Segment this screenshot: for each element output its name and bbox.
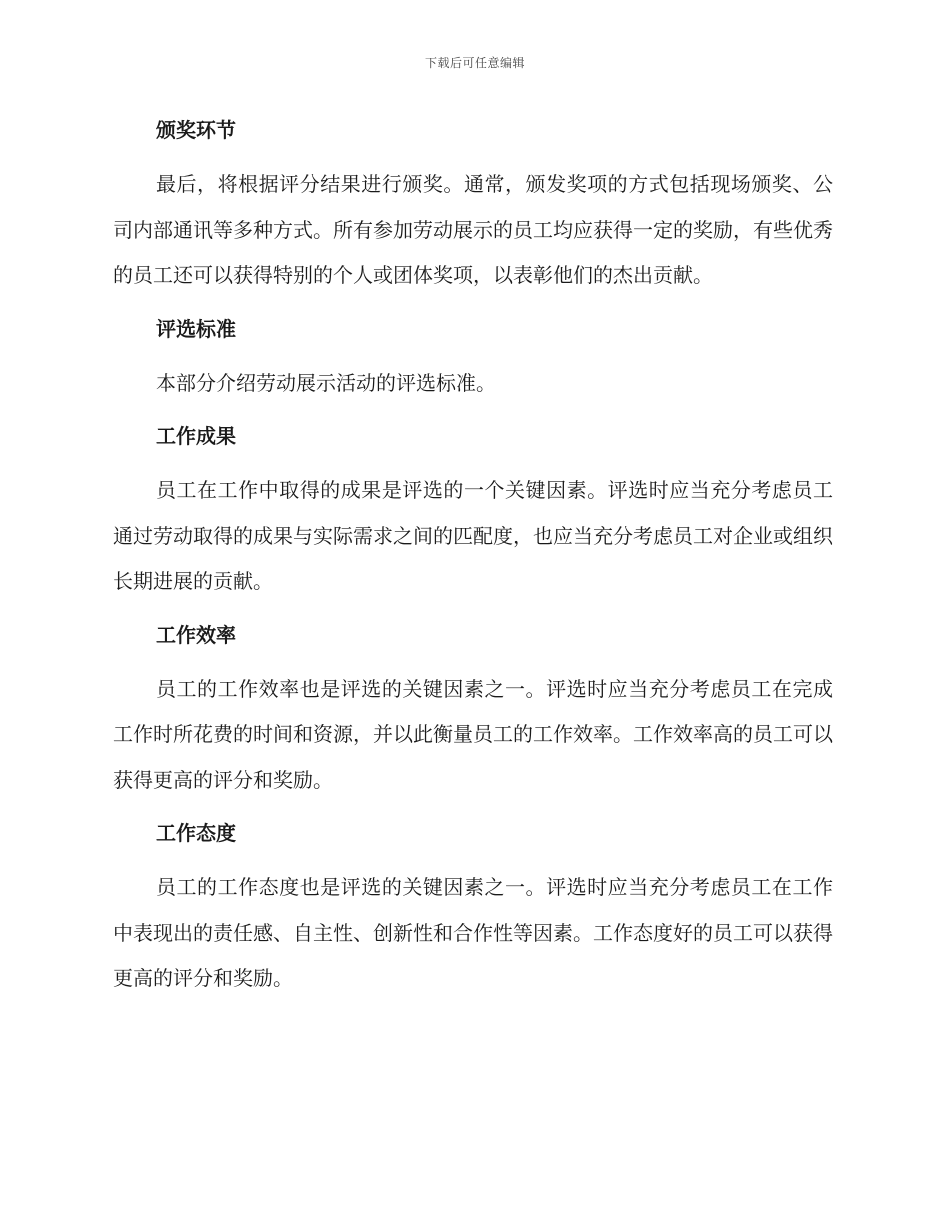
section-paragraph-attitude: 员工的工作态度也是评选的关键因素之一。评选时应当充分考虑员工在工作中表现出的责任感、自主性、创新性和合作性等因素。工作态度好的员工可以获得更高的评分和奖励。 xyxy=(113,875,833,990)
section-heading-results: 工作成果 xyxy=(156,424,236,448)
document-body xyxy=(113,112,833,1002)
section-paragraph-efficiency: 员工的工作效率也是评选的关键因素之一。评选时应当充分考虑员工在完成工作时所花费的时间和资源，并以此衡量员工的工作效率。工作效率高的员工可以获得更高的评分和奖励。 xyxy=(113,676,833,792)
section-paragraph-results: 员工在工作中取得的成果是评选的一个关键因素。评选时应当充分考虑员工通过劳动取得的成果与实际需求之间的匹配度，也应当充分考虑员工对企业或组织长期进展的贡献。 xyxy=(113,478,833,593)
section-paragraph-criteria: 本部分介绍劳动展示活动的评选标准。 xyxy=(156,370,496,395)
section-paragraph-award: 最后，将根据评分结果进行颁奖。通常，颁发奖项的方式包括现场颁奖、公司内部通讯等多种方式。所有参加劳动展示的员工均应获得一定的奖励，有些优秀的员工还可以获得特别的个人或团体奖项，以表彰他们的杰出贡献。 xyxy=(113,172,833,287)
header-note: 下载后可任意编辑 xyxy=(424,56,525,70)
section-heading-efficiency: 工作效率 xyxy=(156,622,236,647)
section-heading-award: 颁奖环节 xyxy=(156,118,236,142)
section-heading-attitude: 工作态度 xyxy=(156,821,236,845)
section-heading-criteria: 评选标准 xyxy=(156,316,236,341)
